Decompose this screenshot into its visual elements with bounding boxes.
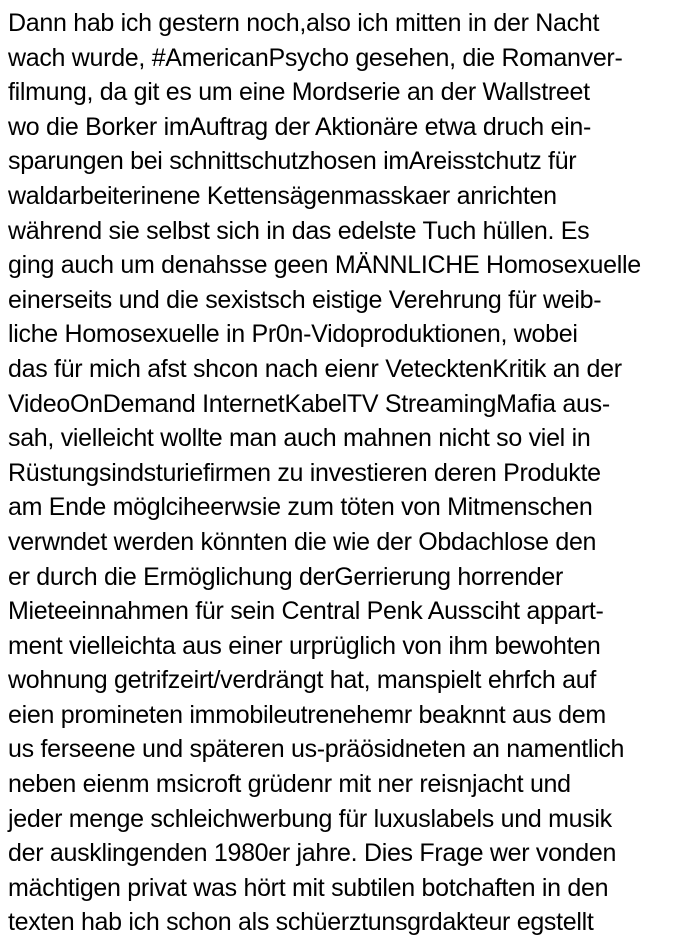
text-line: us ferseene und späteren us-präösidneten an namentlich (8, 735, 625, 764)
text-line: neben eienm msicroft grüdenr mit ner reisnjacht und (8, 770, 571, 799)
text-line: VideoOnDemand InternetKabelTV StreamingMafia aus- (8, 389, 610, 418)
text-line: eien promineten immobileutrenehemr beaknnt aus dem (8, 700, 606, 729)
text-line: wach wurde, #AmericanPsycho gesehen, die Romanver- (8, 43, 623, 72)
text-line: liche Homosexuelle in Pr0n-Vidoproduktionen, wobei (8, 320, 578, 349)
text-line: wo die Borker imAuftrag der Aktionäre etwa druch ein- (8, 112, 592, 141)
text-line: jeder menge schleichwerbung für luxuslabels und musik (8, 804, 612, 833)
text-line: Rüstungsindsturiefirmen zu investieren deren Produkte (8, 458, 601, 487)
text-line: texten hab ich schon als schüerztunsgrdakteur egstellt (8, 908, 594, 937)
text-line: verwndet werden könnten die wie der Obdachlose den (8, 527, 597, 556)
text-line: ment vielleichta aus einer urprüglich von ihm bewohten (8, 631, 601, 660)
text-line: der ausklingenden 1980er jahre. Dies Frage wer vonden (8, 839, 617, 868)
text-line: Dann hab ich gestern noch,also ich mitten in der Nacht (8, 9, 600, 37)
text-line: Mieteeinnahmen für sein Central Penk Aussciht appart- (8, 597, 604, 626)
text-line: sah, vielleicht wollte man auch mahnen nicht so viel in (8, 424, 591, 453)
text-line: am Ende möglciheerwsie zum töten von Mitmenschen (8, 493, 593, 522)
text-line: das für mich afst shcon nach eienr VetecktenKritik an der (8, 354, 622, 383)
text-line: einerseits und die sexistsch eistige Verehrung für weib- (8, 285, 602, 314)
text-line: wohnung getrifzeirt/verdrängt hat, manspielt ehrfch auf (8, 666, 597, 695)
text-line: während sie selbst sich in das edelste Tuch hüllen. Es (8, 216, 590, 245)
text-line: waldarbeiterinene Kettensägenmasskaer anrichten (8, 181, 557, 210)
text-line: er durch die Ermöglichung derGerrierung horrender (8, 562, 564, 591)
text-line: filmung, da git es um eine Mordserie an der Wallstreet (8, 78, 590, 107)
text-line: sparungen bei schnittschutzhosen imAreisstchutz für (8, 147, 577, 176)
text-line: ging auch um denahsse geen MÄNNLICHE Homosexuelle (8, 251, 641, 280)
text-line: mächtigen privat was hört mit subtilen botchaften in den (8, 873, 609, 902)
paragraph (8, 6, 680, 940)
